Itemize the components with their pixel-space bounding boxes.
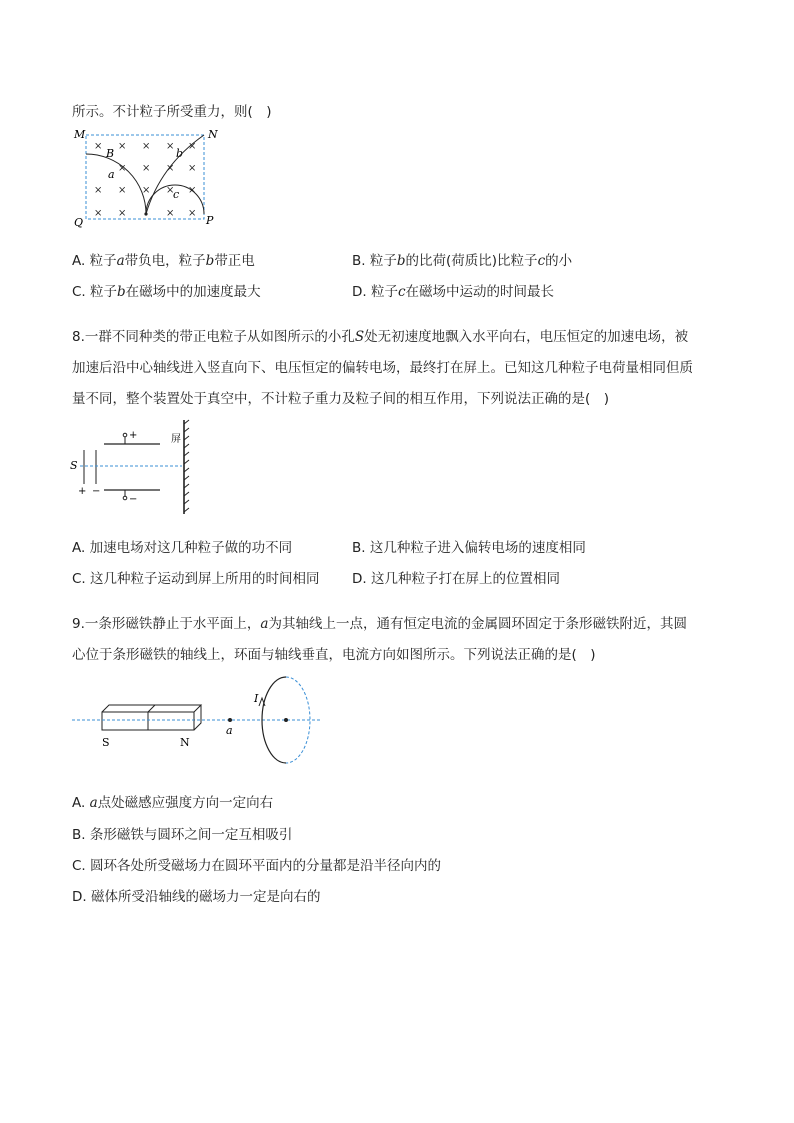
field-cross-mark: × <box>166 185 175 196</box>
q8-stem-line-2: 加速后沿中心轴线进入竖直向下、电压恒定的偏转电场，最终打在屏上。已知这几种粒子电荷量相同但质 <box>72 360 693 376</box>
south-pole-label: S <box>102 736 110 749</box>
hole-s-label: S <box>70 459 78 472</box>
q9-option-c[interactable]: C. 圆环各处所受磁场力在圆环平面内的分量都是沿半径向内的 <box>72 858 442 874</box>
entry-point <box>144 212 147 215</box>
q8-stem-line-3: 量不同，整个装置处于真空中，不计粒子重力及粒子间的相互作用，下列说法正确的是( ) <box>72 391 610 407</box>
field-cross-mark: × <box>118 141 127 152</box>
point-a-label: a <box>226 724 233 737</box>
field-cross-mark: × <box>94 185 103 196</box>
field-cross-mark: × <box>166 163 175 174</box>
particle-c-label: c <box>173 188 180 201</box>
particle-b-label: b <box>176 147 184 160</box>
field-cross-mark: × <box>118 208 127 219</box>
q8-accelerator-deflector-figure <box>68 418 198 518</box>
q7-stem-tail: 所示。不计粒子所受重力，则( ) <box>72 104 272 120</box>
q7-option-d[interactable]: D. 粒子c在磁场中运动的时间最长 <box>352 284 555 300</box>
q9-stem-line-1: 9.一条形磁铁静止于水平面上，a为其轴线上一点，通有恒定电流的金属圆环固定于条形磁铁附近，其圆 <box>72 616 687 632</box>
q9-magnet-ring-figure <box>72 672 322 772</box>
q9-option-a[interactable]: A. a点处磁感应强度方向一定向右 <box>72 795 274 811</box>
deflect-plus-sign: + <box>129 430 138 441</box>
q7-option-a[interactable]: A. 粒子a带负电，粒子b带正电 <box>72 253 255 269</box>
screen-label: 屏 <box>171 434 181 445</box>
field-cross-mark: × <box>142 185 151 196</box>
q7-option-c[interactable]: C. 粒子b在磁场中的加速度最大 <box>72 284 261 300</box>
corner-p-label: P <box>206 214 214 227</box>
particle-a-label: a <box>108 168 115 181</box>
field-cross-mark: × <box>118 163 127 174</box>
field-cross-mark: × <box>166 208 175 219</box>
field-b-label: B <box>106 147 115 160</box>
field-cross-mark: × <box>118 185 127 196</box>
deflect-minus-sign: − <box>129 494 138 505</box>
field-cross-mark: × <box>188 141 197 152</box>
field-cross-mark: × <box>142 163 151 174</box>
q8-option-c[interactable]: C. 这几种粒子运动到屏上所用的时间相同 <box>72 571 320 587</box>
field-cross-mark: × <box>188 163 197 174</box>
q8-option-a[interactable]: A. 加速电场对这几种粒子做的功不同 <box>72 540 293 556</box>
q9-option-b[interactable]: B. 条形磁铁与圆环之间一定互相吸引 <box>72 827 293 843</box>
q7-magnetic-field-figure <box>70 126 230 229</box>
q7-option-b[interactable]: B. 粒子b的比荷(荷质比)比粒子c的小 <box>352 253 573 269</box>
q8-option-b[interactable]: B. 这几种粒子进入偏转电场的速度相同 <box>352 540 586 556</box>
corner-q-label: Q <box>74 216 84 229</box>
trajectory-a <box>86 154 146 214</box>
field-cross-mark: × <box>166 141 175 152</box>
corner-m-label: M <box>74 128 86 141</box>
q8-stem-line-1: 8.一群不同种类的带正电粒子从如图所示的小孔S处无初速度地飘入水平向右，电压恒定的加速电场，被 <box>72 329 689 345</box>
field-cross-mark: × <box>94 141 103 152</box>
current-i-label: I <box>254 692 259 705</box>
corner-n-label: N <box>208 128 218 141</box>
field-cross-mark: × <box>94 208 103 219</box>
field-cross-mark: × <box>188 185 197 196</box>
q8-option-d[interactable]: D. 这几种粒子打在屏上的位置相同 <box>352 571 560 587</box>
accel-minus-sign: − <box>92 486 101 497</box>
q9-option-d[interactable]: D. 磁体所受沿轴线的磁场力一定是向右的 <box>72 889 321 905</box>
north-pole-label: N <box>180 736 190 749</box>
field-cross-mark: × <box>142 141 151 152</box>
accel-plus-sign: + <box>78 486 87 497</box>
q9-stem-line-2: 心位于条形磁铁的轴线上，环面与轴线垂直，电流方向如图所示。下列说法正确的是( ) <box>72 647 596 663</box>
field-cross-mark: × <box>188 208 197 219</box>
